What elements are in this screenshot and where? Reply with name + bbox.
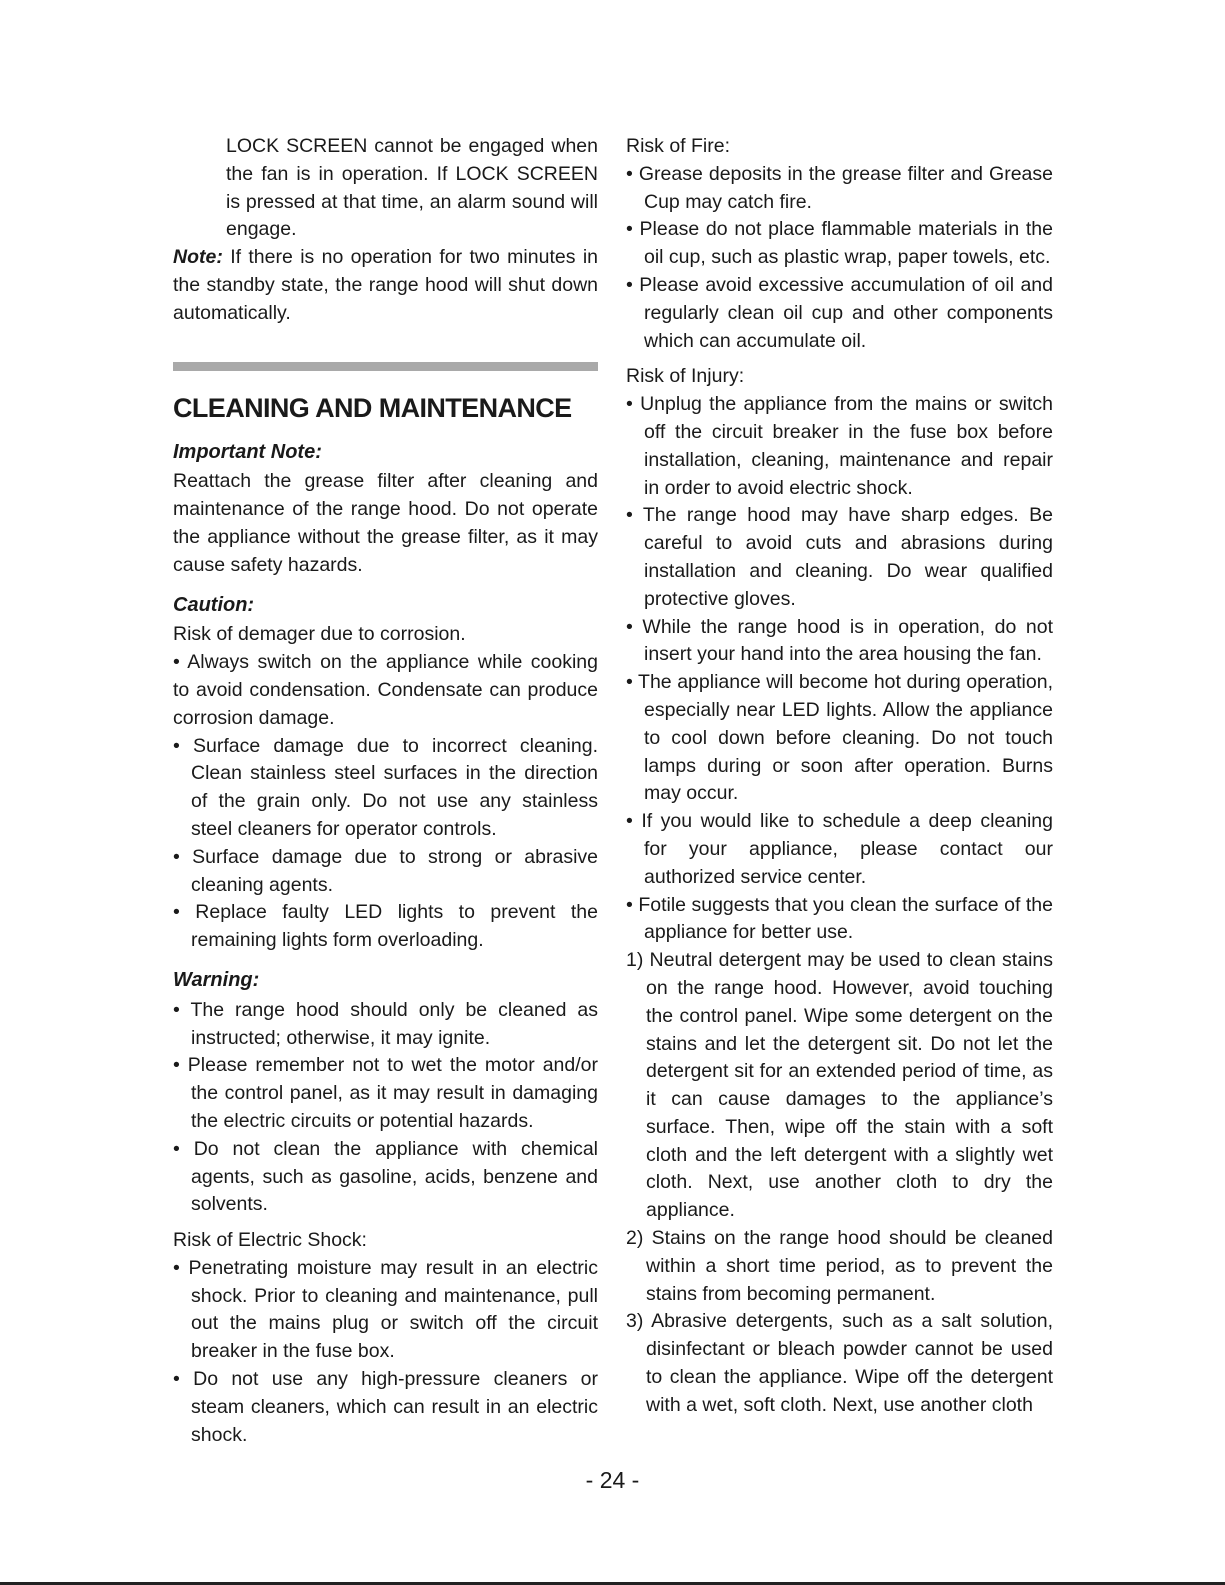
warning-label: Warning: [173, 968, 260, 991]
injury-risk-item: • If you would like to schedule a deep cleaning for your appliance, please contact our authorized service center. [626, 810, 1053, 888]
electric-shock-title: Risk of Electric Shock: [173, 1229, 367, 1252]
caution-intro: Risk of demager due to corrosion. [173, 623, 466, 646]
injury-risk-item: • Unplug the appliance from the mains or switch off the circuit breaker in the fuse box before installation, cleaning, maintenance and repair in order to avoid electric shock. [626, 393, 1053, 499]
note-label: Note: [173, 246, 223, 269]
injury-risk-title: Risk of Injury: [626, 365, 745, 388]
right-column [626, 133, 1053, 1420]
injury-risk-item: • The appliance will become hot during operation, especially near LED lights. Allow the appliance to cool down before cleaning. Do not touch lamps during or soon after operation. Burns may occur. [626, 671, 1053, 805]
note-text: If there is no operation for two minutes in the standby state, the range hood will shut down automatically. [173, 246, 598, 324]
fire-risk-item: • Please avoid excessive accumulation of oil and regularly clean oil cup and other components which can accumulate oil. [626, 273, 1053, 352]
caution-item: • Replace faulty LED lights to prevent the remaining lights form overloading. [173, 901, 598, 952]
caution-item: • Always switch on the appliance while cooking to avoid condensation. Condensate can produce corrosion damage. [173, 651, 598, 729]
section-heading: CLEANING AND MAINTENANCE [173, 392, 572, 423]
electric-shock-item: • Do not use any high-pressure cleaners or steam cleaners, which can result in an electric shock. [173, 1368, 598, 1446]
important-note-text: Reattach the grease filter after cleaning and maintenance of the range hood. Do not operate the appliance without the grease filter, as it may cause safety hazards. [173, 470, 598, 576]
section-divider [173, 362, 598, 371]
injury-risk-item: • The range hood may have sharp edges. Be careful to avoid cuts and abrasions during installation and cleaning. Do wear qualified protective gloves. [626, 504, 1053, 610]
fire-risk-item: • Grease deposits in the grease filter and Grease Cup may catch fire. [626, 162, 1053, 213]
cleaning-step: 3) Abrasive detergents, such as a salt solution, disinfectant or bleach powder cannot be used to clean the appliance. Wipe off the detergent with a wet, soft cloth. Next, use another cloth [626, 1310, 1053, 1416]
left-column [173, 133, 598, 1449]
injury-risk-item: • Fotile suggests that you clean the surface of the appliance for better use. [626, 893, 1053, 944]
fire-risk-title: Risk of Fire: [626, 135, 731, 157]
electric-shock-item: • Penetrating moisture may result in an electric shock. Prior to cleaning and maintenance, pull out the mains plug or switch off the circuit breaker in the fuse box. [173, 1256, 598, 1363]
injury-risk-item: • While the range hood is in operation, do not insert your hand into the area housing the fan. [626, 615, 1053, 666]
cleaning-step: 1) Neutral detergent may be used to clean stains on the range hood. However, avoid touching the control panel. Wipe some detergent on the stains and let the detergent sit. Do not let the detergent sit for an extended period of time, as it can cause damages to the appliance’s surface. Then, wipe off the stain with a soft cloth and the left detergent with a slightly wet cloth. Next, use another cloth to dry the appliance. [626, 949, 1053, 1222]
caution-item: • Surface damage due to incorrect cleaning. Clean stainless steel surfaces in the direction of the grain only. Do not use any stainless steel cleaners for operator controls. [173, 734, 598, 840]
note-paragraph [173, 244, 598, 327]
cleaning-step: 2) Stains on the range hood should be cleaned within a short time period, as to prevent the stains from becoming permanent. [626, 1227, 1053, 1305]
lock-screen-paragraph: LOCK SCREEN cannot be engaged when the fan is in operation. If LOCK SCREEN is pressed at that time, an alarm sound will engage. [226, 135, 598, 241]
page-number: - 24 - [585, 1467, 640, 1493]
warning-item: • The range hood should only be cleaned as instructed; otherwise, it may ignite. [173, 998, 598, 1049]
important-note-label: Important Note: [173, 440, 322, 463]
caution-label: Caution: [173, 593, 255, 616]
caution-item: • Surface damage due to strong or abrasive cleaning agents. [173, 845, 598, 896]
warning-item: • Please remember not to wet the motor and/or the control panel, as it may result in damaging the electric circuits or potential hazards. [173, 1054, 598, 1132]
warning-item: • Do not clean the appliance with chemical agents, such as gasoline, acids, benzene and solvents. [173, 1137, 598, 1216]
fire-risk-item: • Please do not place flammable materials in the oil cup, such as plastic wrap, paper towels, etc. [626, 218, 1053, 269]
